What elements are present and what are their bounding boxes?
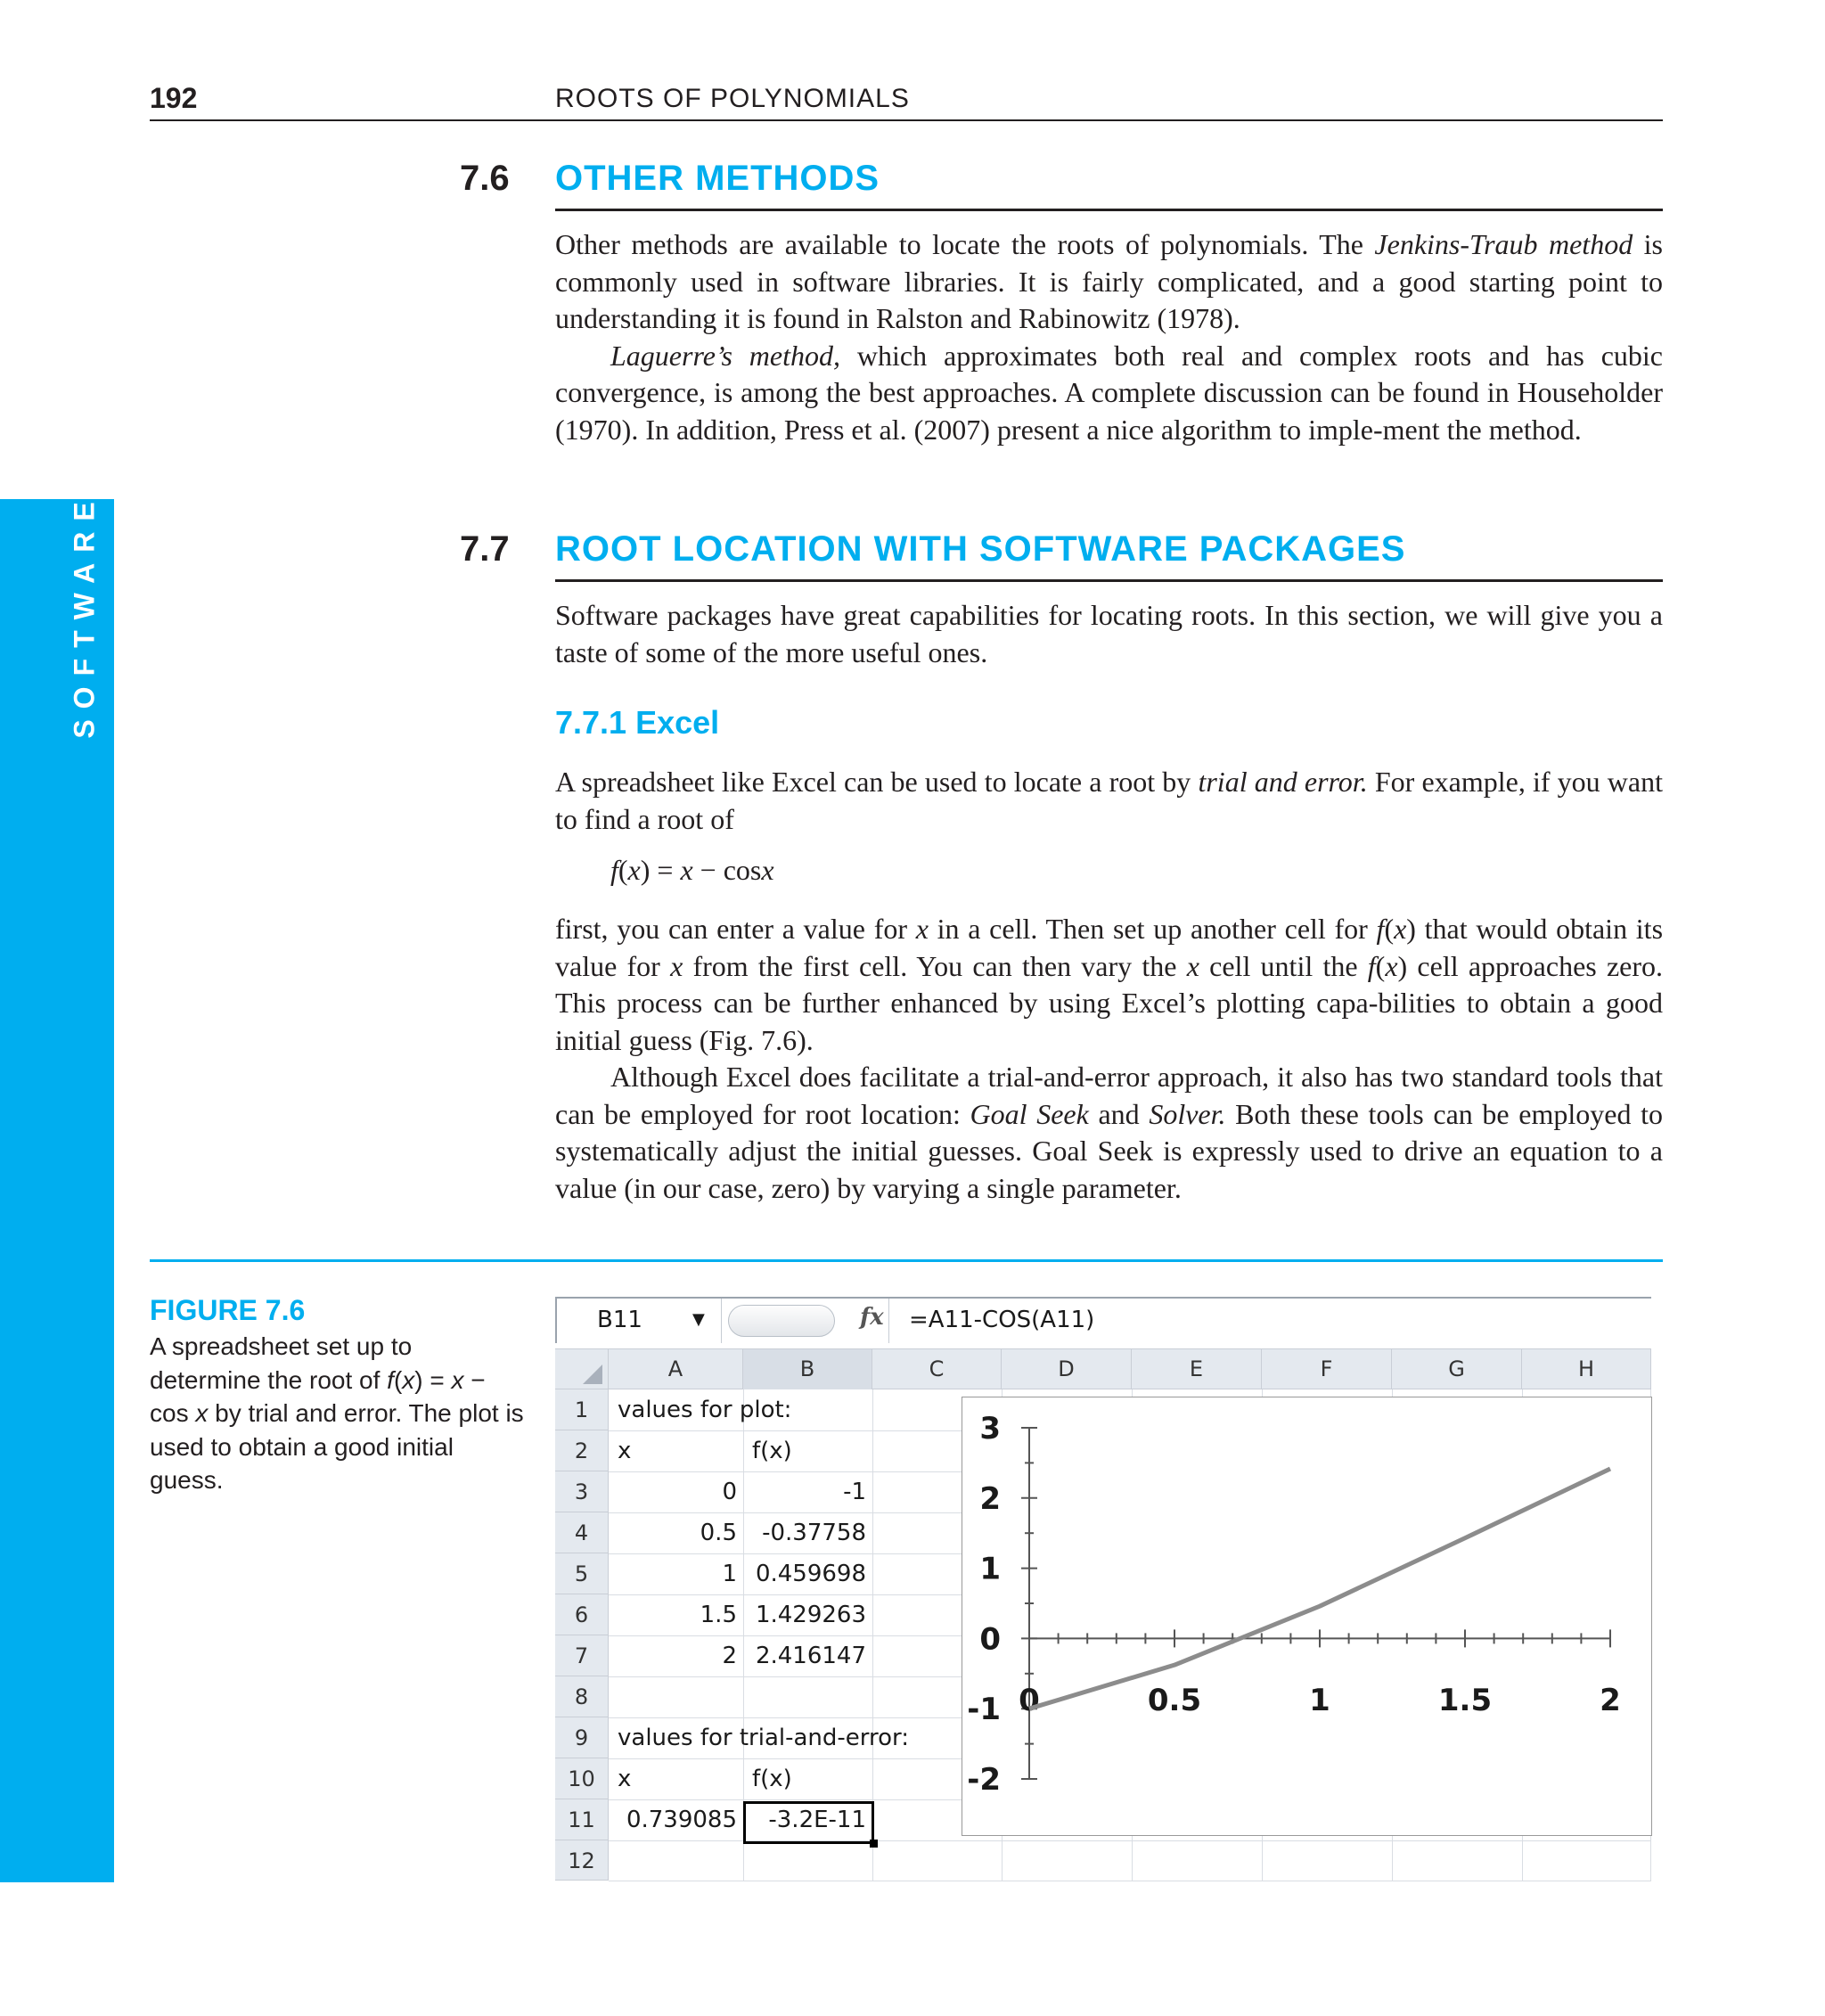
row-header-7[interactable]: 7 — [555, 1635, 609, 1676]
spreadsheet-screenshot — [555, 1297, 1651, 1881]
row-header-10[interactable]: 10 — [555, 1758, 609, 1799]
subsection-heading: 7.7.1 Excel — [555, 704, 720, 741]
section-heading-7-7 — [460, 528, 1663, 586]
column-header-row — [555, 1348, 1651, 1389]
y-tick-label: -2 — [967, 1762, 1001, 1798]
cell-a5[interactable]: 1 — [722, 1561, 737, 1587]
equation: f(x) = x − cosx — [610, 854, 774, 886]
cell-a1[interactable]: values for plot: — [618, 1397, 792, 1423]
y-tick-label: 3 — [979, 1411, 1001, 1446]
section-title: OTHER METHODS — [555, 159, 880, 198]
name-box[interactable] — [557, 1299, 722, 1343]
figure-caption: A spreadsheet set up to determine the root of f(x) = x − cos x by trial and error. The plot is used to obtain a good initial guess. — [150, 1332, 524, 1494]
row-header-11[interactable]: 11 — [555, 1799, 609, 1840]
section-rule — [555, 579, 1663, 582]
subsection-paragraph-1: A spreadsheet like Excel can be used to locate a root by trial and error. For example, if you want to find a root of — [555, 766, 1664, 835]
insert-function-icon[interactable]: fx — [860, 1304, 884, 1331]
x-tick-label: 0 — [1019, 1683, 1040, 1719]
section-title: ROOT LOCATION WITH SOFTWARE PACKAGES — [555, 529, 1406, 569]
cell-a7[interactable]: 2 — [722, 1643, 737, 1669]
formula-bar-resize-handle[interactable] — [728, 1305, 835, 1337]
paragraph: Software packages have great capabilities for locating roots. In this section, we will give you a taste of some of the more useful ones. — [555, 599, 1663, 668]
cell-a2[interactable]: x — [618, 1438, 632, 1464]
section-rule — [555, 209, 1663, 211]
cell-b6[interactable]: 1.429263 — [755, 1602, 866, 1628]
side-tab-label: SOFTWARE — [68, 491, 101, 739]
running-title: ROOTS OF POLYNOMIALS — [555, 84, 910, 113]
cell-b5[interactable]: 0.459698 — [755, 1561, 866, 1587]
cell-a4[interactable]: 0.5 — [700, 1520, 737, 1546]
cell-b3[interactable]: -1 — [843, 1479, 866, 1505]
y-tick-label: 1 — [979, 1551, 1001, 1587]
figure-rule — [150, 1259, 1663, 1262]
row-header-9[interactable]: 9 — [555, 1717, 609, 1758]
selected-cell-border — [743, 1801, 874, 1844]
embedded-chart[interactable] — [962, 1397, 1652, 1836]
row-header-1[interactable]: 1 — [555, 1389, 609, 1430]
select-all-button[interactable] — [555, 1349, 609, 1389]
cell-a10[interactable]: x — [618, 1766, 632, 1792]
figure-label: FIGURE 7.6 — [150, 1294, 306, 1326]
column-header-b[interactable]: B — [743, 1349, 872, 1389]
cell-b4[interactable]: -0.37758 — [762, 1520, 866, 1546]
subsection-paragraph-2: first, you can enter a value for x in a cell. Then set up another cell for f(x) that would obtain its value for x from the first cell. You can then vary the x cell until the f(x) cell approaches zero. This process can be further enhanced by using Excel’s plotting capa-bilities to obtain a good initial guess (Fig. 7.6). Although Excel does facilitate a trial-and-error approach, it also has two standard tools that can be employed for root location: Goal Seek and Solver. Both these tools can be employed to systematically adjust the initial guesses. Goal Seek is expressly used to drive an equation to a value (in our case, zero) by varying a single parameter. — [555, 913, 1664, 1204]
paragraph: Laguerre’s method, which approximates both real and complex roots and has cubic convergence, is among the best approaches. A complete discussion can be found in Householder (1970). In addition, Press et al. (2007) present a nice algorithm to imple-ment the method. — [555, 339, 1664, 446]
page-number: 192 — [150, 82, 198, 114]
fill-handle[interactable] — [870, 1840, 878, 1848]
cell-b2[interactable]: f(x) — [752, 1438, 792, 1464]
formula-input[interactable]: =A11-COS(A11) — [909, 1307, 1095, 1333]
paragraph: Other methods are available to locate the roots of polynomials. The Jenkins-Traub method is commonly used in software libraries. It is fairly complicated, and a good starting point to understanding it is found in Ralston and Rabinowitz (1978). — [555, 228, 1663, 334]
x-tick-label: 1 — [1309, 1683, 1330, 1719]
cell-b10[interactable]: f(x) — [752, 1766, 792, 1792]
column-header-h[interactable]: H — [1522, 1349, 1651, 1389]
x-tick-label: 2 — [1600, 1683, 1621, 1719]
row-header-3[interactable]: 3 — [555, 1471, 609, 1512]
section-7-6-body — [555, 226, 1663, 448]
row-header-12[interactable]: 12 — [555, 1840, 609, 1881]
cell-a9[interactable]: values for trial-and-error: — [618, 1725, 910, 1751]
column-header-e[interactable]: E — [1132, 1349, 1262, 1389]
cell-a3[interactable]: 0 — [722, 1479, 737, 1505]
formula-bar — [555, 1297, 1651, 1343]
row-header-4[interactable]: 4 — [555, 1512, 609, 1553]
x-tick-label: 1.5 — [1437, 1683, 1493, 1719]
chart-plot-area — [962, 1397, 1653, 1837]
section-heading-7-6 — [460, 157, 1663, 216]
column-header-c[interactable]: C — [872, 1349, 1002, 1389]
cell-a6[interactable]: 1.5 — [700, 1602, 737, 1628]
dropdown-arrow-icon[interactable]: ▼ — [692, 1310, 705, 1329]
column-header-a[interactable]: A — [609, 1349, 743, 1389]
y-tick-label: -1 — [967, 1692, 1001, 1728]
row-header-6[interactable]: 6 — [555, 1594, 609, 1635]
series-line — [1029, 1469, 1610, 1709]
row-header-8[interactable]: 8 — [555, 1676, 609, 1717]
row-header-5[interactable]: 5 — [555, 1553, 609, 1594]
cell-a11[interactable]: 0.739085 — [626, 1807, 737, 1833]
y-tick-label: 0 — [979, 1621, 1001, 1658]
y-tick-label: 2 — [979, 1480, 1001, 1517]
cell-b7[interactable]: 2.416147 — [755, 1643, 866, 1669]
column-header-f[interactable]: F — [1262, 1349, 1392, 1389]
column-header-d[interactable]: D — [1002, 1349, 1132, 1389]
section-7-7-intro — [555, 597, 1663, 671]
cell-b11[interactable]: -3.2E-11 — [768, 1807, 866, 1833]
running-head — [150, 78, 1663, 121]
section-number: 7.6 — [460, 159, 510, 198]
row-header-2[interactable]: 2 — [555, 1430, 609, 1471]
x-tick-label: 0.5 — [1147, 1683, 1202, 1719]
column-header-g[interactable]: G — [1392, 1349, 1522, 1389]
section-number: 7.7 — [460, 529, 510, 569]
name-box-value: B11 — [597, 1307, 642, 1333]
